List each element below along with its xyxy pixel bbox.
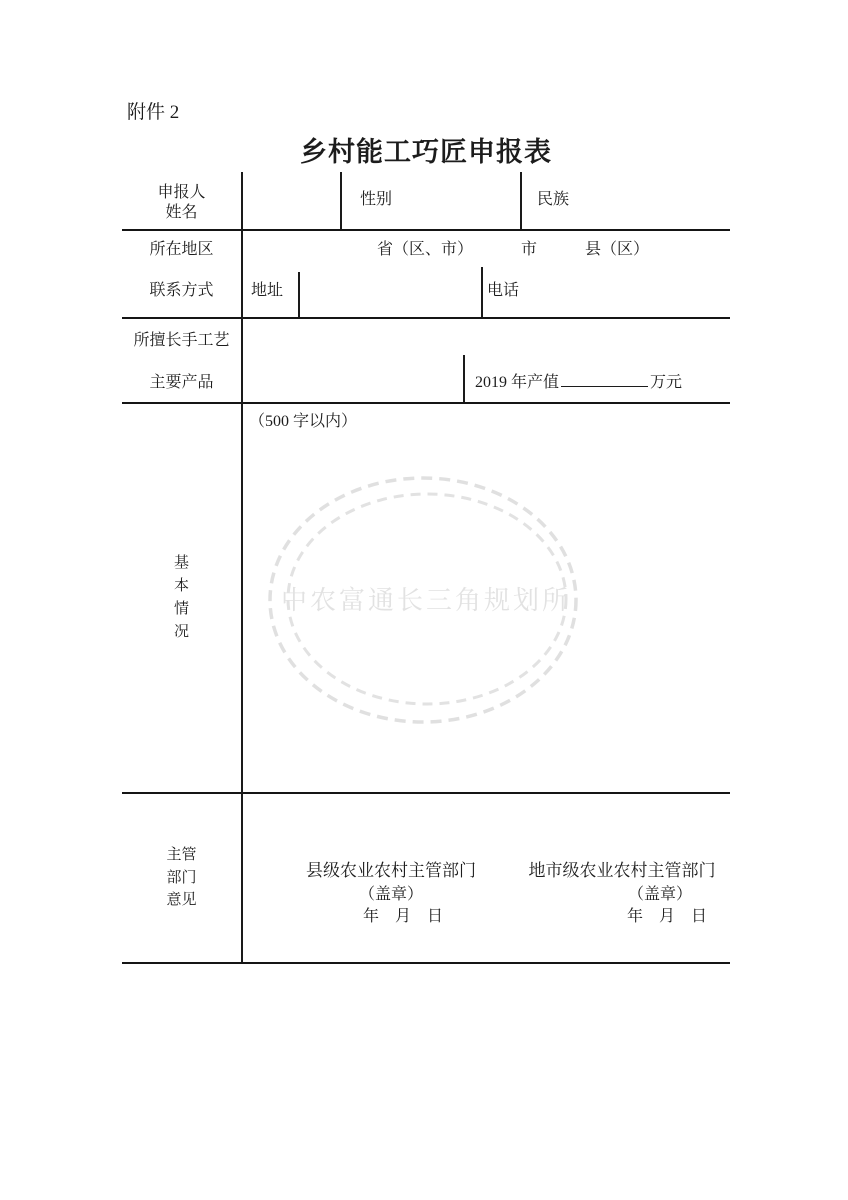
table-vline-output xyxy=(463,355,465,402)
table-hline-contact-bottom xyxy=(122,317,730,319)
applicant-label-line1: 申报人 xyxy=(157,184,206,201)
attachment-label: 附件 2 xyxy=(127,102,180,123)
table-vline-phone xyxy=(481,267,483,317)
county-stamp-date: 年 月 日 xyxy=(362,908,444,925)
county-stamp-title: 县级农业农村主管部门 xyxy=(306,861,476,880)
annual-output-value-underline xyxy=(561,385,648,387)
row-label-opinion xyxy=(122,844,241,912)
table-hline-basic-bottom xyxy=(122,792,730,794)
region-province-hint: 省（区、市） xyxy=(377,241,474,258)
basic-label-char: 基 xyxy=(173,555,189,571)
table-hline-row1-bottom xyxy=(122,229,730,231)
applicant-label-line2: 姓名 xyxy=(165,204,198,221)
basic-label-char: 情 xyxy=(173,601,189,617)
region-city-hint: 市 xyxy=(521,241,538,258)
city-stamp-seal: （盖章） xyxy=(627,886,693,903)
basic-info-word-limit-hint: （500 字以内） xyxy=(249,413,358,430)
city-stamp-date: 年 月 日 xyxy=(626,908,708,925)
row-label-region: 所在地区 xyxy=(149,241,214,258)
annual-output-suffix: 万元 xyxy=(650,374,683,391)
form-title: 乡村能工巧匠申报表 xyxy=(300,137,552,167)
region-county-hint: 县（区） xyxy=(585,241,650,258)
row-label-basic-info xyxy=(122,552,241,644)
row-label-products: 主要产品 xyxy=(149,374,214,391)
field-label-phone: 电话 xyxy=(487,282,520,299)
opinion-label-line: 主管 xyxy=(166,847,197,863)
county-stamp-seal: （盖章） xyxy=(358,886,424,903)
field-label-gender: 性别 xyxy=(360,191,393,208)
opinion-label-line: 部门 xyxy=(166,869,197,886)
table-hline-products-bottom xyxy=(122,402,730,404)
opinion-label-line: 意见 xyxy=(166,892,197,908)
table-vline-address xyxy=(298,272,300,317)
row-label-contact: 联系方式 xyxy=(149,282,214,299)
annual-output-prefix: 2019 年产值 xyxy=(475,374,560,391)
table-hline-table-bottom xyxy=(122,962,730,964)
table-vline-label-column xyxy=(241,172,243,962)
basic-label-char: 本 xyxy=(173,578,189,594)
city-stamp-title: 地市级农业农村主管部门 xyxy=(528,861,716,880)
table-vline-name-gender xyxy=(340,172,342,229)
row-label-applicant-name xyxy=(122,183,241,223)
field-label-address: 地址 xyxy=(251,282,284,299)
basic-label-char: 况 xyxy=(173,624,189,640)
row-label-craft: 所擅长手工艺 xyxy=(133,332,230,349)
watermark-text: 中农富通长三角规划所 xyxy=(281,586,572,615)
field-label-ethnicity: 民族 xyxy=(537,191,570,208)
annual-output-line xyxy=(475,374,682,392)
table-vline-gender-ethnicity xyxy=(520,172,522,229)
